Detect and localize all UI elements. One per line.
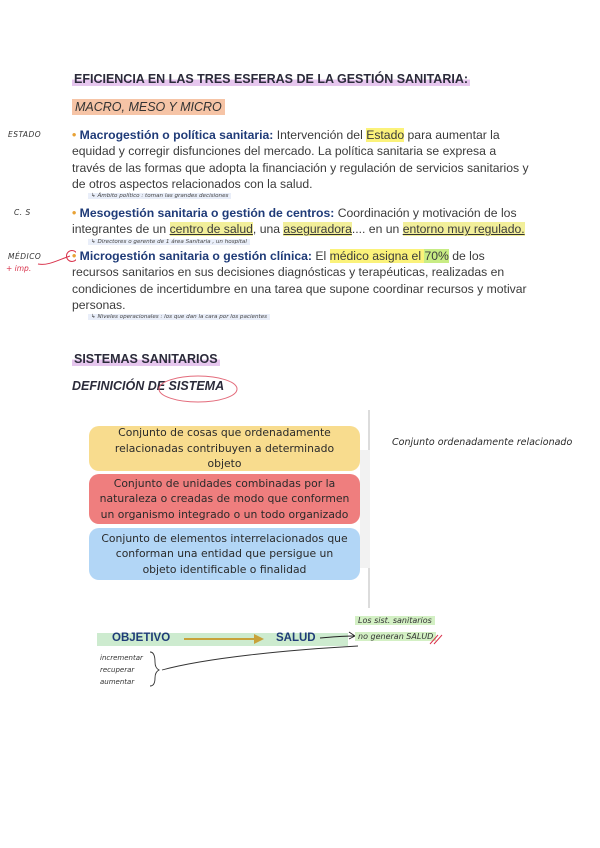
section-title: SISTEMAS SANITARIOS	[74, 352, 218, 366]
side-note: Conjunto ordenadamente relacionado	[392, 437, 573, 448]
macro-note: ↳ Ámbito político : toman las grandes decisiones	[88, 193, 231, 199]
definition-box-3: Conjunto de elementos interrelacionados que conforman una entidad que persigue un objeto identificable o finalidad	[89, 528, 360, 580]
margin-note-medico-sub: + imp.	[6, 264, 32, 273]
red-circle-annotation	[156, 372, 242, 406]
red-marks-icon	[428, 632, 446, 646]
diagram-shadow	[360, 450, 370, 568]
definition-box-1: Conjunto de cosas que ordenadamente relacionadas contribuyen a determinado objeto	[89, 426, 360, 471]
definition-heading: DEFINICIÓN DE SISTEMA	[72, 379, 225, 393]
green-note-1: Los sist. sanitarios	[355, 616, 435, 625]
red-arrow-icon	[36, 248, 76, 270]
meso-paragraph: • Mesogestión sanitaria o gestión de centros: Coordinación y motivación de los integrantes de un centro de salud, una aseguradora.... en un entorno muy regulado.	[72, 206, 525, 237]
micro-note: ↳ Niveles operacionales : los que dan la cara por los pacientes	[88, 314, 270, 320]
green-note-2: no generan SALUD	[355, 632, 436, 641]
brace-curve-icon	[146, 640, 366, 690]
page-title: EFICIENCIA EN LAS TRES ESFERAS DE LA GESTIÓN SANITARIA:	[74, 72, 469, 86]
meso-note: ↳ Directores o gerente de 1 área Sanitaria , un hospital	[88, 239, 250, 245]
definition-box-2: Conjunto de unidades combinadas por la naturaleza o creadas de modo que conformen un organismo integrado o un todo organizado	[89, 474, 360, 524]
micro-paragraph: • Microgestión sanitaria o gestión clínica: El médico asigna el 70% de los recursos sanitarios en sus decisiones diagnósticas y terapéuticas, realizadas en condiciones de incertidumbre en una tarea que supone coordinar recursos y motivar personas.	[72, 249, 527, 312]
salud-label: SALUD	[276, 632, 316, 644]
objetivo-label: OBJETIVO	[112, 632, 171, 644]
margin-note-medico: MÉDICO	[8, 252, 42, 261]
page-subtitle: MACRO, MESO Y MICRO	[72, 99, 225, 115]
margin-note-estado: ESTADO	[8, 130, 42, 139]
macro-paragraph: • Macrogestión o política sanitaria: Intervención del Estado para aumentar la equidad y corregir disfunciones del mercado. La política sanitaria se expresa a través de las formas que adopta la financiación y regulación de servicios sanitarios y de otros aspectos relacionados con la salud.	[72, 128, 529, 191]
handwritten-list: incrementar recuperar aumentar	[100, 654, 143, 686]
margin-note-cs: C. S	[14, 208, 31, 217]
